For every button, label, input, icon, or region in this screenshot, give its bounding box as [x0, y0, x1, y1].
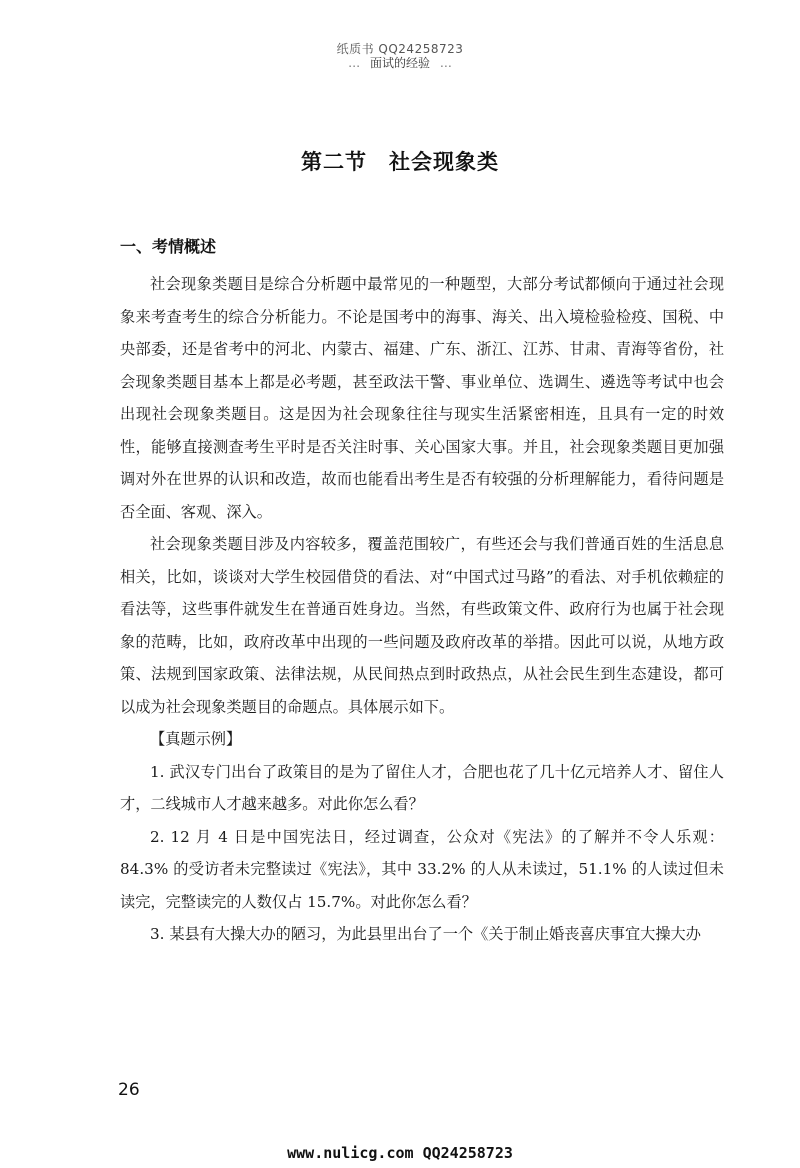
running-header-left-dots: … [348, 56, 361, 70]
running-header-right-dots: … [439, 56, 452, 70]
watermark: 纸质书 QQ24258723 [336, 42, 464, 56]
running-header [0, 54, 800, 71]
chapter-heading [0, 146, 800, 176]
running-header-title: 面试的经验 [369, 56, 430, 70]
section-heading: 一、考情概述 [120, 237, 217, 256]
example-3: 3. 某县有大操大办的陋习，为此县里出台了一个《关于制止婚丧喜庆事宜大操大办 [150, 925, 701, 943]
example-2: 2. 12 月 4 日是中国宪法日，经过调查，公众对《宪法》的了解并不令人乐观：84.3% 的受访者未完整读过《宪法》，其中 33.2% 的人从未读过，51.1% 的人读过但未读完，完整读完的人数仅占 15.7%。对此你怎么看？ [120, 827, 724, 911]
examples-label: 【真题示例】 [150, 730, 242, 748]
chapter-title: 社会现象类 [389, 150, 499, 174]
footer-url: www.nulicg.com QQ24258723 [287, 1144, 513, 1162]
chapter-number: 第二节 [301, 150, 367, 174]
example-1: 1. 武汉专门出台了政策目的是为了留住人才，合肥也花了几十亿元培养人才、留住人才，二线城市人才越来越多。对此你怎么看？ [120, 762, 724, 813]
page-number: 26 [118, 1080, 140, 1100]
paragraph-1: 社会现象类题目是综合分析题中最常见的一种题型，大部分考试都倾向于通过社会现象来考查考生的综合分析能力。不论是国考中的海事、海关、出入境检验检疫、国税、中央部委，还是省考中的河北、内蒙古、福建、广东、浙江、江苏、甘肃、青海等省份，社会现象类题目基本上都是必考题，甚至政法干警、事业单位、选调生、遴选等考试中也会出现社会现象类题目。这是因为社会现象往往与现实生活紧密相连，且具有一定的时效性，能够直接测查考生平时是否关注时事、关心国家大事。并且，社会现象类题目更加强调对外在世界的认识和改造，故而也能看出考生是否有较强的分析理解能力，看待问题是否全面、客观、深入。 [120, 275, 724, 521]
body-text [120, 268, 724, 951]
paragraph-2: 社会现象类题目涉及内容较多，覆盖范围较广，有些还会与我们普通百姓的生活息息相关，比如，谈谈对大学生校园借贷的看法、对“中国式过马路”的看法、对手机依赖症的看法等，这些事件就发生在普通百姓身边。当然，有些政策文件、政府行为也属于社会现象的范畴，比如，政府改革中出现的一些问题及政府改革的举措。因此可以说，从地方政策、法规到国家政策、法律法规，从民间热点到时政热点，从社会民生到生态建设，都可以成为社会现象类题目的命题点。具体展示如下。 [120, 535, 724, 716]
